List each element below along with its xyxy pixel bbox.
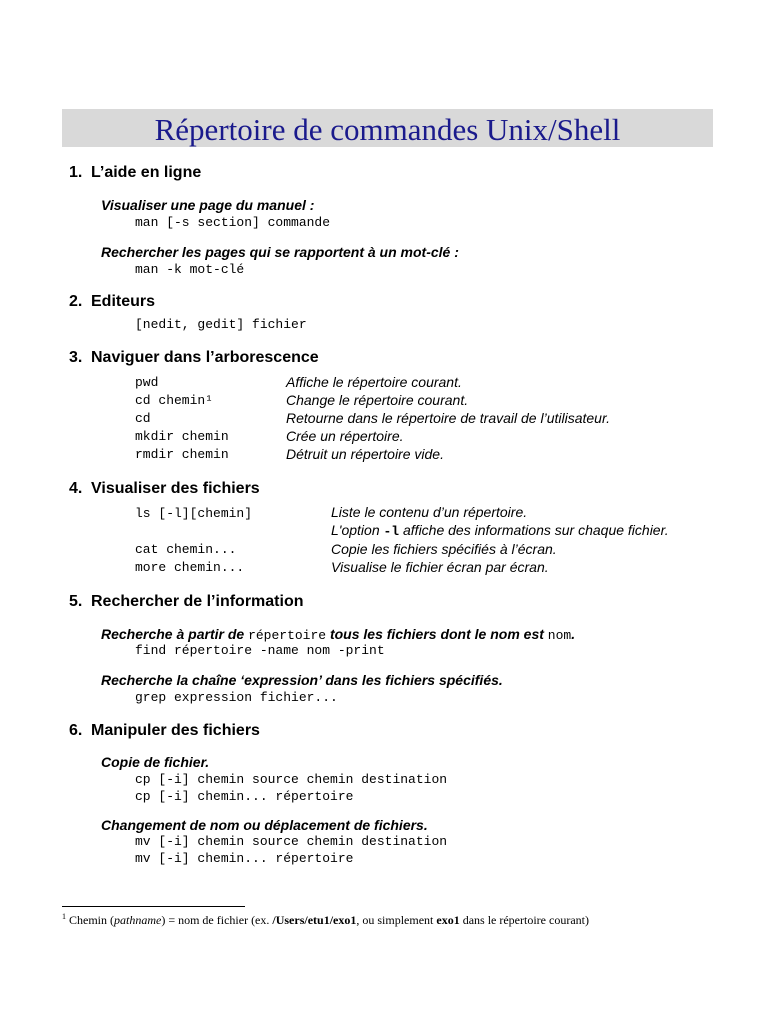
command: mkdir chemin [135,429,229,444]
label-text: . [571,626,576,642]
section-heading-6 [69,722,260,740]
command-description: Liste le contenu d’un répertoire. [331,504,528,520]
inline-code: nom [547,628,572,643]
desc-text: affiche des informations sur chaque fichier. [399,522,669,538]
footnote-text: ) = nom de fichier (ex. [161,913,273,927]
code-line: cp [-i] chemin... répertoire [135,789,354,804]
section-title: Manipuler des fichiers [91,722,260,739]
section-title: Rechercher de l’information [91,593,304,610]
item-label: Visualiser une page du manuel : [101,197,315,213]
item-label: Recherche la chaîne ‘expression’ dans les fichiers spécifiés. [101,672,503,688]
command: ls [-l][chemin] [135,506,253,521]
desc-text: L'option [331,522,384,538]
section-title: L’aide en ligne [91,164,202,181]
command: cat chemin... [135,542,237,557]
command: rmdir chemin [135,447,229,462]
section-number: 4. [69,480,83,497]
command-description: Visualise le fichier écran par écran. [331,559,549,575]
section-heading-1 [69,164,201,182]
footnote-rule [62,906,245,907]
option-code: -l [383,524,400,539]
footnote-mark: 1 [62,912,66,921]
code-line: man [-s section] commande [135,215,331,230]
label-text: Recherche à partir de [101,626,249,642]
command: cd chemin¹ [135,393,214,408]
command-description: Affiche le répertoire courant. [286,374,462,390]
section-number: 1. [69,164,83,181]
item-label: Changement de nom ou déplacement de fichiers. [101,817,428,833]
footnote [62,912,589,928]
footnote-example-path: /Users/etu1/exo1 [272,913,357,927]
code-line: find répertoire -name nom -print [135,643,385,658]
section-title: Naviguer dans l’arborescence [91,349,319,366]
command: pwd [135,375,159,390]
command-description [331,522,669,539]
section-number: 6. [69,722,83,739]
section-heading-2 [69,293,155,311]
command: more chemin... [135,560,245,575]
command-description: Copie les fichiers spécifiés à l’écran. [331,541,557,557]
footnote-term: pathname [114,913,162,927]
section-number: 5. [69,593,83,610]
code-line: mv [-i] chemin source chemin destination [135,834,448,849]
code-line: man -k mot-clé [135,262,245,277]
footnote-text: dans le répertoire courant) [459,913,589,927]
code-line: mv [-i] chemin... répertoire [135,851,354,866]
inline-code: répertoire [248,628,327,643]
section-number: 2. [69,293,83,310]
command-description: Détruit un répertoire vide. [286,446,444,462]
section-title: Editeurs [91,293,156,310]
footnote-text: Chemin ( [66,913,114,927]
page-title: Répertoire de commandes Unix/Shell [154,112,621,147]
command-description: Crée un répertoire. [286,428,404,444]
footnote-text: , ou simplement [356,913,437,927]
label-text: tous les fichiers dont le nom est [326,626,548,642]
item-label: Rechercher les pages qui se rapportent à un mot-clé : [101,244,459,260]
footnote-example-file: exo1 [436,913,460,927]
item-label [101,626,575,643]
command-description: Change le répertoire courant. [286,392,469,408]
command: cd [135,411,151,426]
section-heading-4 [69,480,260,498]
section-number: 3. [69,349,83,366]
code-line: grep expression fichier... [135,690,338,705]
title-banner [62,109,713,147]
section-title: Visualiser des fichiers [91,480,260,497]
section-heading-3 [69,349,319,367]
section-heading-5 [69,593,304,611]
code-line: [nedit, gedit] fichier [135,317,307,332]
command-description: Retourne dans le répertoire de travail de l’utilisateur. [286,410,610,426]
item-label: Copie de fichier. [101,754,210,770]
code-line: cp [-i] chemin source chemin destination [135,772,448,787]
